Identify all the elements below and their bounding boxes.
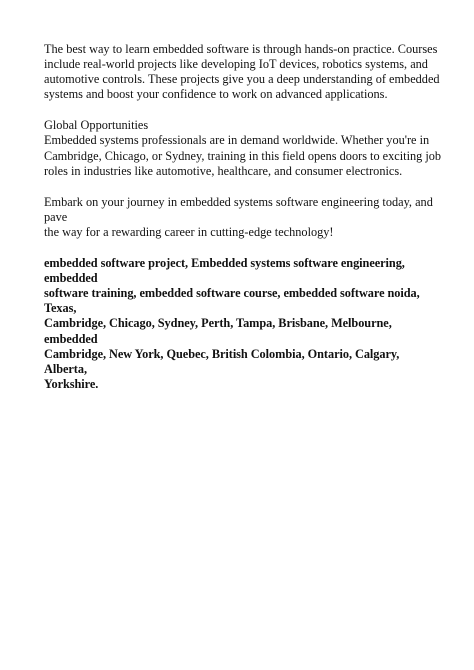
document-page	[44, 42, 444, 392]
intro-paragraph: The best way to learn embedded software is through hands-on practice. Courses include real-world projects like developing IoT devices, robotics systems, and automotive controls. These projects give you a deep understanding of embedded systems and boost your confidence to work on advanced applications.	[44, 42, 440, 102]
section-heading: Global Opportunities	[44, 118, 149, 133]
keywords-paragraph: embedded software project, Embedded systems software engineering, embedded software training, embedded software course, embedded software noida, Texas, Cambridge, Chicago, Sydney, Perth, Tampa, Brisbane, Melbourne, embedded Cambridge, New York, Quebec, British Colombia, Ontario, Calgary, Alberta, Yorkshire.	[44, 256, 420, 391]
closing-paragraph: Embark on your journey in embedded systems software engineering today, and pave the way for a rewarding career in cutting-edge technology!	[44, 194, 433, 239]
section-body-paragraph: Embedded systems professionals are in demand worldwide. Whether you're in Cambridge, Chicago, or Sydney, training in this field opens doors to exciting job roles in industries like automotive, healthcare, and consumer electronics.	[44, 133, 442, 178]
